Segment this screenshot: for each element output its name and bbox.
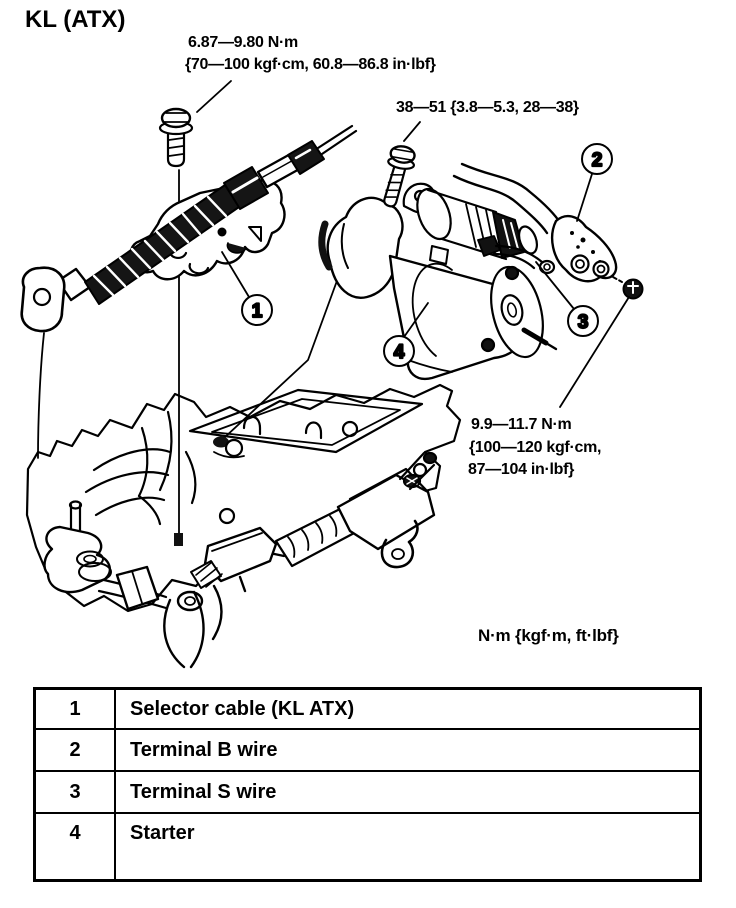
callout-number-cell: 2: [35, 729, 116, 771]
starter-drawing: [322, 184, 556, 379]
part-name-cell: Selector cable (KL ATX): [115, 689, 701, 730]
leader-spec2: [404, 122, 420, 141]
leader-callout-2: [577, 174, 592, 221]
part-name-cell: Terminal S wire: [115, 771, 701, 813]
cable-inner-wire: [318, 126, 356, 154]
transaxle-drawing: [27, 385, 460, 667]
terminal-b-wire-drawing: [454, 164, 616, 281]
table-row: [35, 729, 701, 771]
harness-connectors: [117, 528, 276, 667]
nut-dash-line: [613, 277, 622, 282]
svg-text:3: 3: [577, 312, 589, 333]
torque-spec-nut-line3: 87—104 in·lbf}: [468, 461, 575, 478]
torque-spec-nut-line2: {100—120 kgf·cm,: [469, 439, 602, 456]
torque-spec-starter-bolt: 38—51 {3.8—5.3, 28—38}: [396, 99, 579, 116]
torque-spec-cable-bolt-line2: {70—100 kgf·cm, 60.8—86.8 in·lbf}: [185, 56, 436, 73]
table-row: [35, 771, 701, 813]
leader-spec1: [197, 81, 231, 112]
legend-table: [33, 687, 702, 882]
callout-number-cell: 4: [35, 813, 116, 881]
callout-3: [568, 306, 598, 336]
bolt-seat-mark: [174, 533, 183, 546]
svg-text:2: 2: [591, 150, 603, 171]
callout-2: [582, 144, 612, 174]
part-name-cell: Terminal B wire: [115, 729, 701, 771]
table-row: [35, 813, 701, 881]
callout-number-cell: 3: [35, 771, 116, 813]
starter-flange: [328, 198, 403, 298]
svg-text:4: 4: [393, 342, 405, 363]
cable-end-drop-line: [38, 333, 44, 458]
table-row: [35, 689, 701, 730]
callout-4: [384, 336, 414, 366]
part-name-cell: Starter: [115, 813, 701, 881]
torque-spec-nut-line1: 9.9—11.7 N·m: [471, 416, 572, 433]
svg-text:1: 1: [251, 301, 263, 322]
callout-number-cell: 1: [35, 689, 116, 730]
callout-1: [242, 295, 272, 325]
torque-spec-cable-bolt-line1: 6.87—9.80 N·m: [188, 34, 298, 51]
torque-units-note: N·m {kgf·m, ft·lbf}: [478, 626, 619, 645]
bracket-bolt: [160, 109, 192, 166]
terminal-nut: [624, 280, 643, 299]
engine-mount-bracket: [338, 453, 436, 567]
page-title: KL (ATX): [25, 6, 126, 33]
cable-eyelet: [22, 268, 65, 331]
selector-cable: [22, 126, 356, 331]
bolt-hole-ring: [226, 440, 242, 456]
